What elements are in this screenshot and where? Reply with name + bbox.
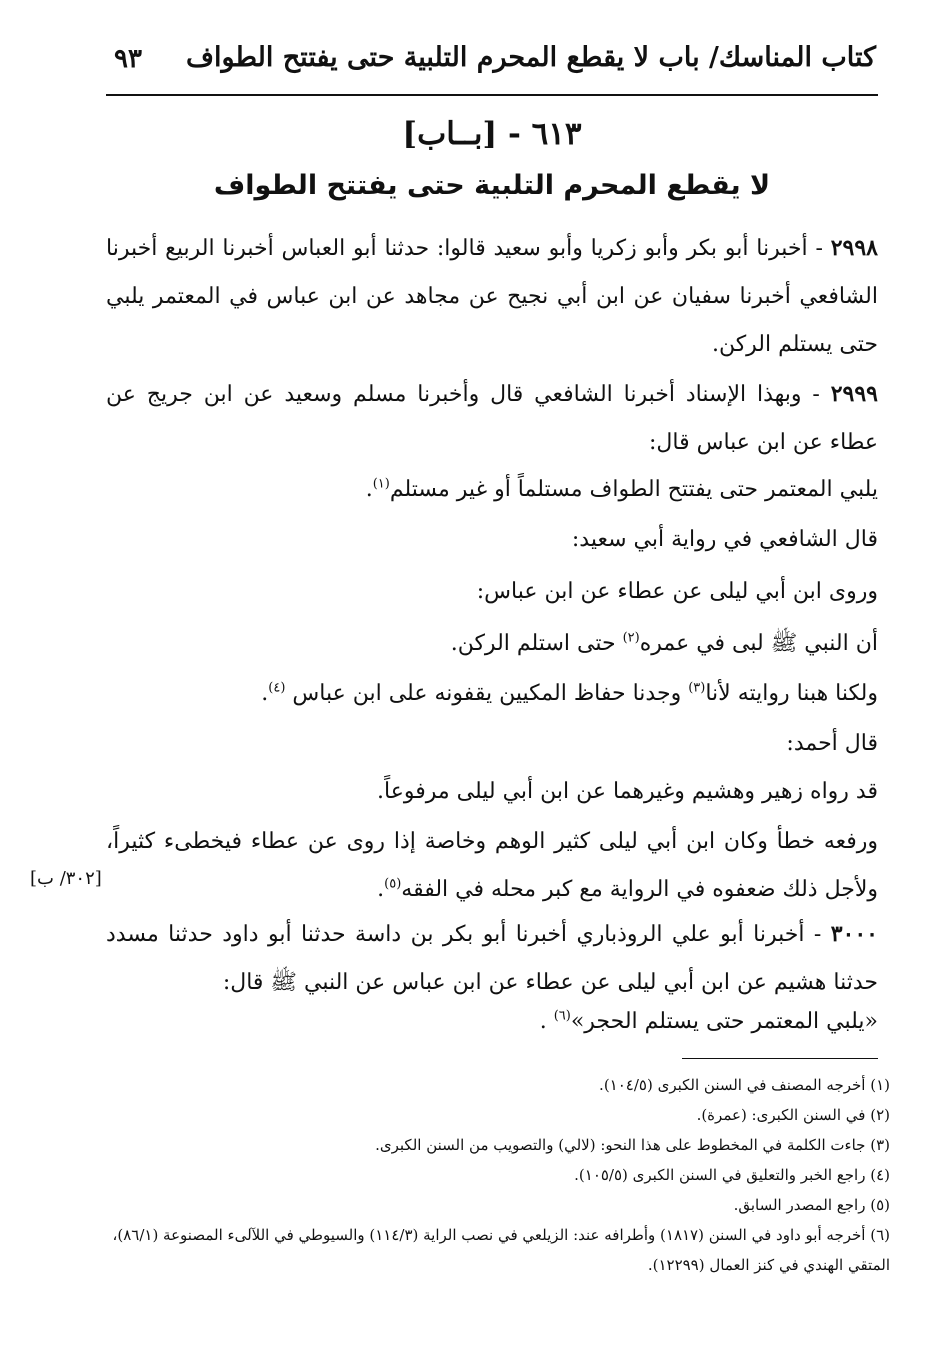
chapter-number: ٦١٣ - [بــاب] — [402, 116, 582, 152]
quote-line: يلبي المعتمر حتى يفتتح الطواف مستلماً أو غير مستلم$^{(١)}$. — [365, 476, 878, 502]
page-number: ٩٣ — [114, 44, 142, 74]
chapter-title: لا يقطع المحرم التلبية حتى يفتتح الطواف — [213, 170, 771, 201]
footnote: (٤) راجع الخبر والتعليق في السنن الكبرى (١٠٥/٥). — [574, 1166, 890, 1184]
footnotes — [106, 1070, 890, 1280]
text-line: قال أحمد: — [786, 731, 878, 756]
footnote-marker: (٤) — [268, 680, 286, 696]
hadith-text: - وبهذا الإسناد أخبرنا الشافعي قال وأخبرنا مسلم وسعيد عن ابن جريج عن عطاء عن ابن عباس قال: — [106, 382, 878, 455]
footnote-marker: (٥) — [384, 876, 402, 892]
hadith-2999 — [106, 370, 878, 467]
text-line: قال الشافعي في رواية أبي سعيد: — [571, 527, 878, 552]
hadith-number: ٢٩٩٨ — [830, 235, 878, 261]
footnote-rule — [682, 1058, 878, 1059]
manuscript-folio-ref: [٣٠٢/ ب] — [30, 868, 102, 889]
running-header — [106, 40, 876, 86]
hadith-number: ٢٩٩٩ — [830, 381, 878, 407]
footnote: (١) أخرجه المصنف في السنن الكبرى (١٠٤/٥). — [599, 1076, 890, 1094]
footnote-marker: (٢) — [622, 630, 640, 646]
hadith-3000 — [106, 910, 878, 1007]
hadith-text: - أخبرنا أبو بكر وأبو زكريا وأبو سعيد قالوا: حدثنا أبو العباس أخبرنا الربيع أخبرنا الشافعي أخبرنا سفيان عن ابن أبي نجيح عن مجاهد عن ابن عباس في المعتمر يلبي حتى يستلم الركن. — [106, 236, 878, 357]
footnote: (٥) راجع المصدر السابق. — [733, 1196, 890, 1214]
hadith-text: - أخبرنا أبو علي الروذباري أخبرنا أبو بكر بن داسة حدثنا أبو داود حدثنا مسدد حدثنا هشيم عن ابن أبي ليلى عن عطاء عن ابن عباس عن النبي ﷺ قال: — [106, 922, 878, 995]
hadith-2998 — [106, 224, 878, 369]
hadith-number: ٣٠٠٠ — [830, 921, 878, 947]
footnote-marker: (٦) — [553, 1008, 571, 1024]
header-rule — [106, 94, 878, 96]
text-line: وروى ابن أبي ليلى عن عطاء عن ابن عباس: — [476, 579, 878, 604]
footnote: (٣) جاءت الكلمة في المخطوط على هذا النحو: (لالي) والتصويب من السنن الكبرى. — [375, 1136, 890, 1154]
quote-line: أن النبي ﷺ لبى في عمره$^{(٢)}$ حتى استلم الركن. — [450, 630, 878, 656]
footnote: (٦) أخرجه أبو داود في السنن (١٨١٧) وأطرافه عند: الزيلعي في نصب الراية (١١٤/٣) والسيوطي في اللآلىء المصنوعة (٨٦/١)، المتقي الهندي في كنز العمال (١٢٢٩٩). — [112, 1226, 890, 1274]
quote-line: «يلبي المعتمر حتى يستلم الحجر»$^{(٦)}$ . — [539, 1008, 878, 1034]
running-title: كتاب المناسك/ باب لا يقطع المحرم التلبية حتى يفتتح الطواف — [186, 42, 876, 73]
text-line: قد رواه زهير وهشيم وغيرهما عن ابن أبي ليلى مرفوعاً. — [377, 779, 878, 804]
footnote-marker: (١) — [372, 476, 390, 492]
text-paragraph: ورفعه خطأ وكان ابن أبي ليلى كثير الوهم وخاصة إذا روى عن عطاء فيخطىء كثيراً، ولأجل ذلك ضعفوه في الرواية مع كبر محله في الفقه$^{(٥)}$. — [106, 829, 878, 902]
footnote-marker: (٣) — [688, 680, 706, 696]
footnote: (٢) في السنن الكبرى: (عمرة). — [696, 1106, 890, 1124]
text-line: ولكنا هبنا روايته لأنا$^{(٣)}$ وجدنا حفاظ المكيين يقفونه على ابن عباس $^{(٤)}$. — [261, 680, 878, 706]
